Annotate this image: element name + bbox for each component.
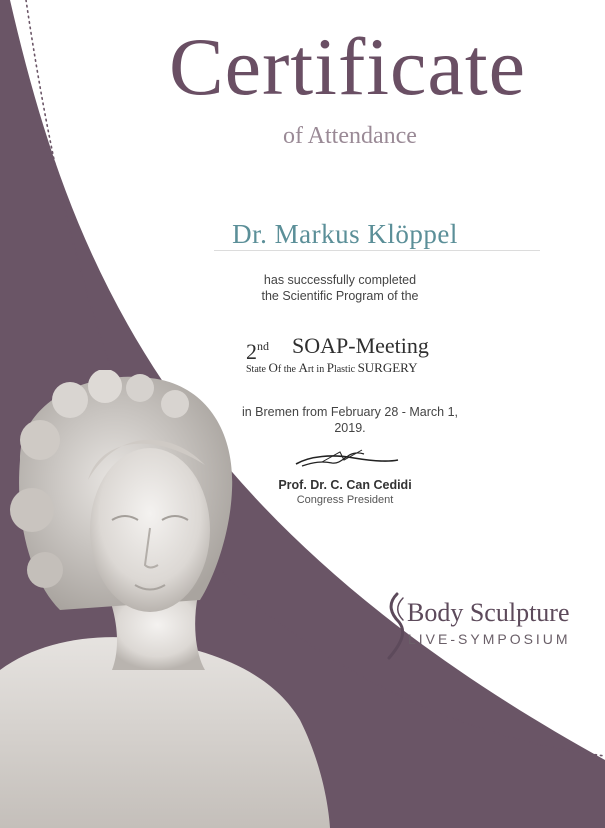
recipient-underline — [214, 250, 540, 251]
recipient-name: Dr. Markus Klöppel — [232, 219, 458, 249]
tagline-part: f the — [277, 364, 299, 375]
tagline-part: rt in — [307, 364, 327, 375]
tagline-part: State — [246, 364, 269, 375]
event-ordinal-suffix: nd — [257, 339, 269, 353]
signatory-name: Prof. Dr. C. Can Cedidi — [278, 478, 412, 492]
tagline-part: lastic — [333, 364, 358, 375]
signatory-role: Congress President — [296, 494, 394, 506]
event-ordinal-number: 2 — [246, 339, 257, 364]
event-ordinal — [246, 334, 269, 364]
completion-text-line-1: has successfully completed — [263, 273, 417, 287]
certificate-title: Certificate — [168, 21, 527, 112]
event-tagline — [246, 362, 466, 376]
brand-subtitle: LIVE-SYMPOSIUM — [408, 631, 571, 647]
venue-date-line: in Bremen from February 28 - March 1, 2019. — [241, 405, 459, 435]
marble-statue-illustration — [0, 370, 330, 828]
certificate-subtitle: of Attendance — [283, 123, 417, 149]
handwritten-signature — [292, 446, 402, 472]
tagline-part: O — [268, 360, 278, 375]
event-name: SOAP-Meeting — [292, 333, 429, 358]
tagline-part: A — [298, 360, 308, 375]
tagline-part: SURGERY — [357, 360, 418, 375]
tagline-part: P — [326, 360, 334, 375]
brand-name: Body Sculpture — [407, 598, 570, 627]
completion-text-line-2: the Scientific Program of the — [261, 289, 419, 303]
